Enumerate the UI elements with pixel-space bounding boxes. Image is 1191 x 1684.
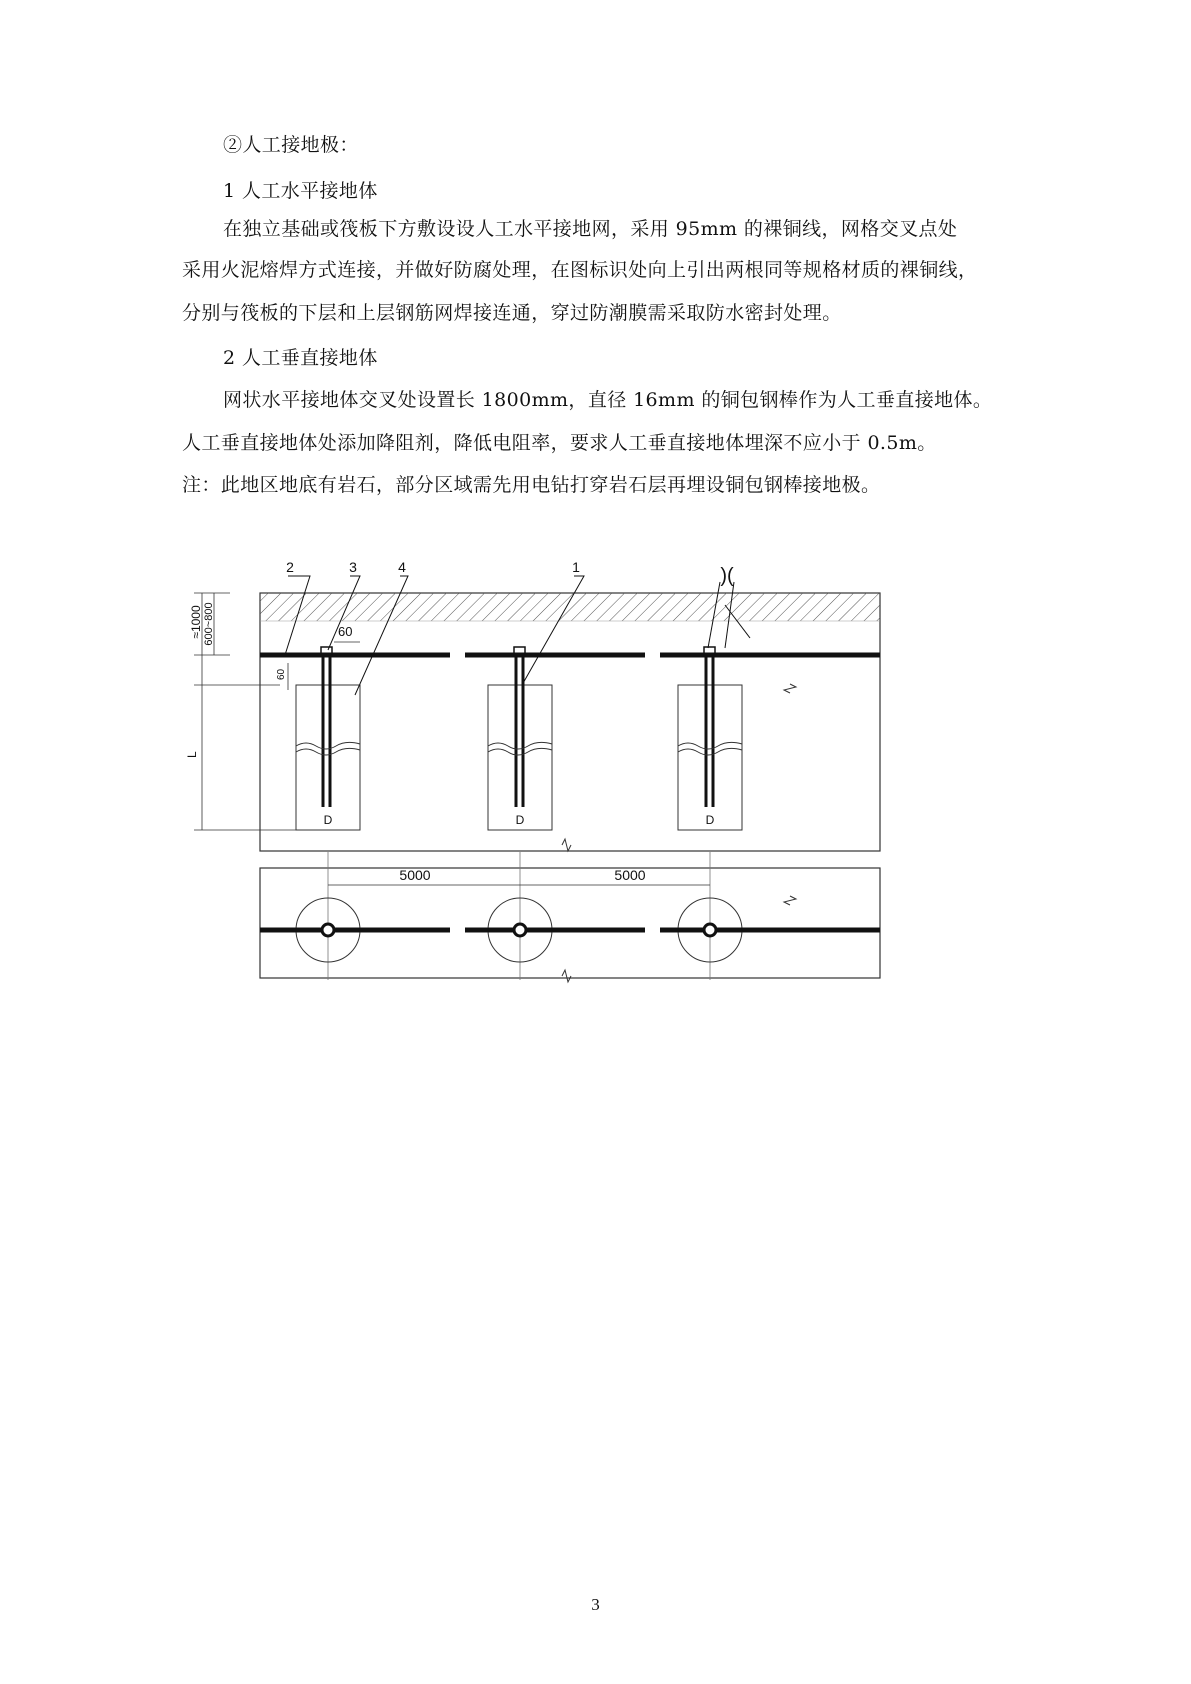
weld-mark-symbol: )( [720,565,734,587]
dim-D-1: D [323,813,333,827]
plan-frame [260,868,880,978]
dim-60-top: 60 [338,624,353,639]
page-number: 3 [591,1595,600,1614]
dim-L: L [185,751,199,758]
subsection-title-vertical: 2 人工垂直接地体 [223,347,378,369]
vertical-electrode-3 [678,647,742,830]
break-symbol [562,970,571,982]
note-line: 注：此地区地底有岩石，部分区域需先用电钻打穿岩石层再埋设铜包钢棒接地极。 [182,474,881,496]
callout-1: 1 [572,559,580,575]
break-symbol [784,896,796,905]
soil-frame [260,593,880,851]
dim-D-2: D [515,813,525,827]
spacing-dim-2: 5000 [614,867,646,883]
spacing-dim-1: 5000 [399,867,431,883]
vertical-electrode-1 [296,647,360,830]
paragraph-line: 人工垂直接地体处添加降阻剂，降低电阻率，要求人工垂直接地体埋深不应小于 0.5m。 [182,432,937,454]
vertical-electrode-2 [488,647,552,830]
section-heading: ②人工接地极： [223,134,359,156]
break-symbol [784,684,796,693]
callout-2: 2 [286,559,294,575]
break-symbol [562,839,571,851]
dim-depth: 600~800 [203,602,215,646]
paragraph-line: 网状水平接地体交叉处设置长 1800mm，直径 16mm 的铜包钢棒作为人工垂直接地体。 [223,389,993,411]
callout-3: 3 [349,559,357,575]
paragraph-line: 采用火泥熔焊方式连接，并做好防腐处理，在图标识处向上引出两根同等规格材质的裸铜线， [182,259,978,281]
ground-hatch [260,593,880,621]
elevation-view [185,559,880,851]
plan-view [260,852,880,982]
paragraph-line: 在独立基础或筏板下方敷设设人工水平接地网，采用 95mm 的裸铜线，网格交叉点处 [223,218,958,240]
dimension-lines [194,593,360,830]
paragraph-line: 分别与筏板的下层和上层钢筋网焊接连通，穿过防潮膜需采取防水密封处理。 [182,302,842,324]
grounding-electrode-diagram [185,559,890,990]
dim-D-3: D [705,813,715,827]
dim-overall: ≈1000 [189,605,203,639]
callout-4: 4 [398,559,406,575]
subsection-title-horizontal: 1 人工水平接地体 [223,180,378,202]
dim-60-side: 60 [276,668,287,680]
